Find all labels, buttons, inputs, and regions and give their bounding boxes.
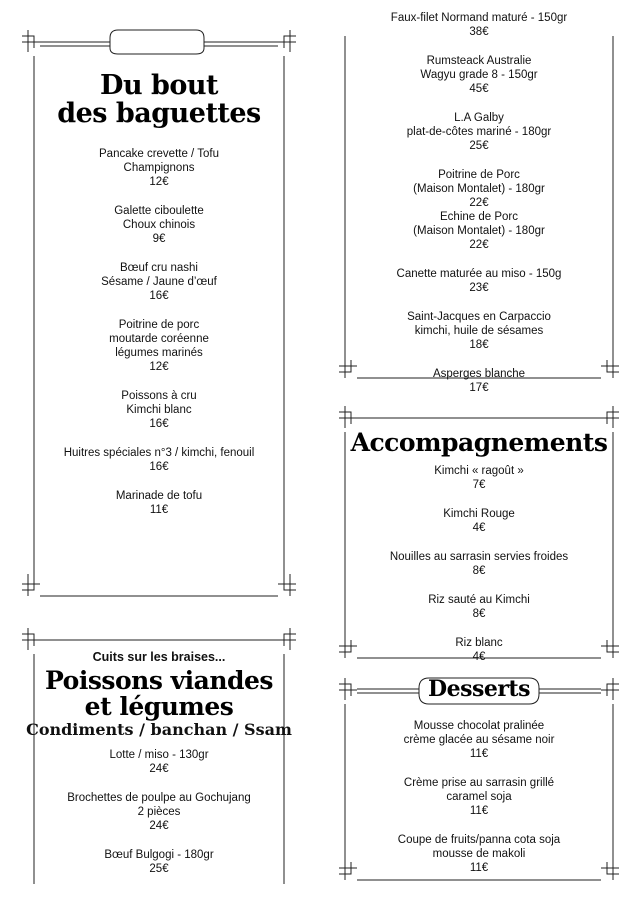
menu-item: Bœuf cru nashi Sésame / Jaune d’œuf 16€ (101, 262, 217, 302)
menu-item: Huitres spéciales n°3 / kimchi, fenouil 16€ (63, 447, 255, 473)
menu-item: Kimchi Rouge 4€ (443, 508, 515, 534)
menu-item: Rumsteack Australie Wagyu grade 8 - 150gr 45€ (420, 55, 538, 95)
menu-item: Brochettes de poulpe au Gochujang 2 pièces 24€ (67, 792, 251, 832)
menu-item: Pancake crevette / Tofu Champignons 12€ (99, 148, 219, 188)
menu-item: Marinade de tofu 11€ (115, 490, 203, 516)
menu-item: Poissons à cru Kimchi blanc 16€ (121, 390, 197, 430)
menu-item: Saint-Jacques en Carpaccio kimchi, huile de sésames 18€ (407, 311, 551, 351)
section-title: Poissons viandes et légumes (45, 666, 273, 721)
panel-poissons-viandes-legumes (18, 628, 300, 905)
menu-item: Asperges blanche 17€ (432, 368, 526, 394)
menu-item: Poitrine de porc moutarde coréenne légumes marinés 12€ (109, 319, 209, 373)
menu-item: Mousse chocolat pralinée crème glacée au sésame noir 11€ (403, 720, 555, 760)
panel-grillades-suite (339, 0, 619, 394)
menu-item: Lotte / miso - 130gr 24€ (109, 749, 209, 775)
panel-accompagnements (339, 406, 619, 663)
section-kicker: Cuits sur les braises... (92, 650, 226, 664)
section-title: Du bout des baguettes (57, 70, 261, 129)
menu-item: Coupe de fruits/panna cota soja mousse de makoli 11€ (397, 834, 561, 874)
section-subtitle: Condiments / banchan / Ssam (26, 720, 292, 739)
panel-desserts (339, 674, 619, 888)
menu-item: Galette ciboulette Choux chinois 9€ (114, 205, 204, 245)
menu-item: Faux-filet Normand maturé - 150gr 38€ (390, 12, 568, 38)
menu-item: Riz blanc 4€ (455, 637, 503, 663)
menu-item: Kimchi « ragoût » 7€ (434, 465, 524, 491)
menu-item: Nouilles au sarrasin servies froides 8€ (389, 551, 569, 577)
section-title: Desserts (428, 676, 530, 702)
menu-item: Poitrine de Porc (Maison Montalet) - 180gr 22€ (413, 169, 545, 209)
menu-item: L.A Galby plat-de-côtes mariné - 180gr 25€ (406, 112, 552, 152)
menu-item: Echine de Porc (Maison Montalet) - 180gr 22€ (413, 211, 545, 251)
menu-item: Crème prise au sarrasin grillé caramel soja 11€ (403, 777, 555, 817)
section-title: Accompagnements (350, 428, 608, 457)
menu-item: Canette maturée au miso - 150g 23€ (396, 268, 562, 294)
menu-item: Bœuf Bulgogi - 180gr 25€ (104, 849, 214, 875)
panel-du-bout-des-baguettes (18, 22, 300, 604)
menu-item: Riz sauté au Kimchi 8€ (428, 594, 530, 620)
